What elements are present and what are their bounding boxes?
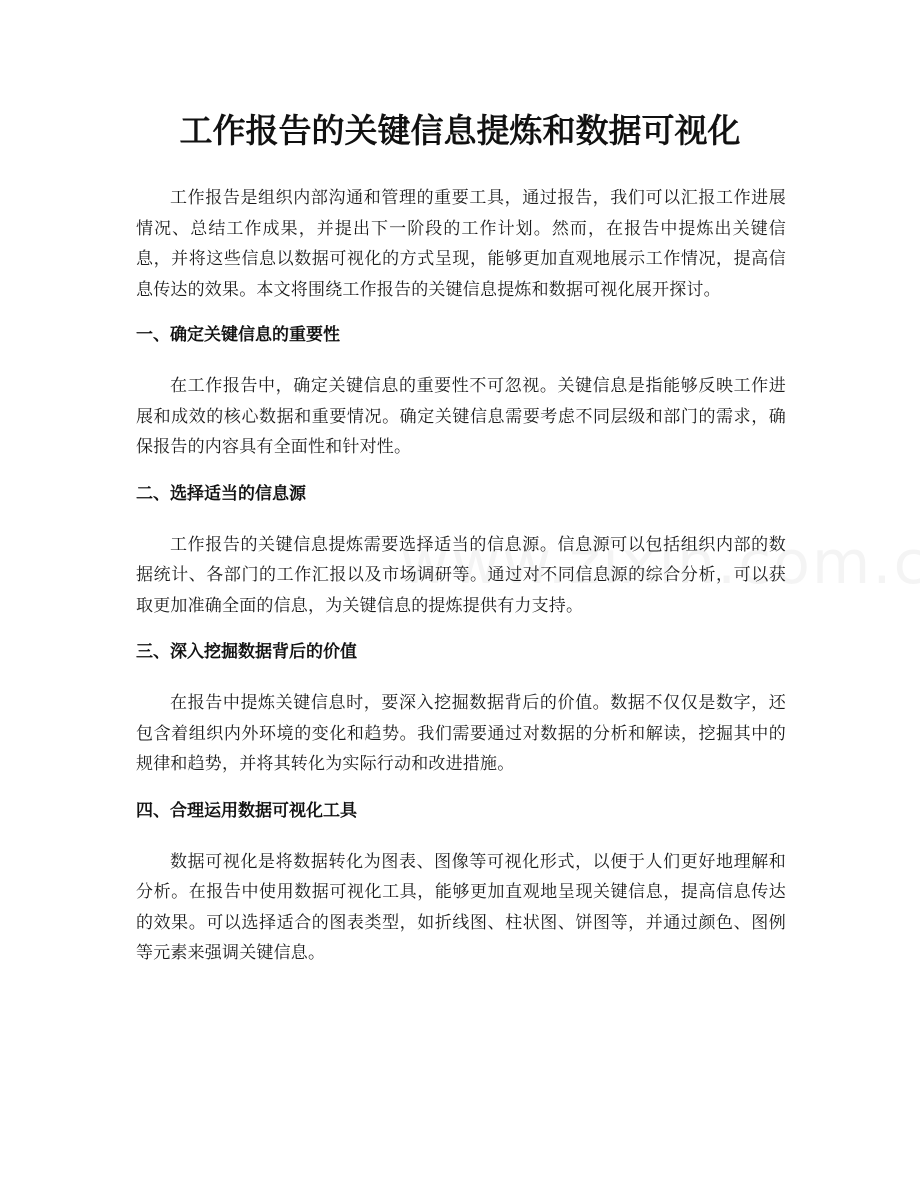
document-body [136,183,786,988]
section-heading-4: 四、合理运用数据可视化工具 [136,800,357,821]
section-paragraph-3: 在报告中提炼关键信息时，要深入挖掘数据背后的价值。数据不仅仅是数字，还包含着组织内外环境的变化和趋势。我们需要通过对数据的分析和解读，挖掘其中的规律和趋势，并将其转化为实际行动和改进措施。 [136,693,786,774]
intro-paragraph: 工作报告是组织内部沟通和管理的重要工具，通过报告，我们可以汇报工作进展情况、总结工作成果，并提出下一阶段的工作计划。然而，在报告中提炼出关键信息，并将这些信息以数据可视化的方式呈现，能够更加直观地展示工作情况，提高信息传达的效果。本文将围绕工作报告的关键信息提炼和数据可视化展开探讨。 [136,188,786,300]
document-title: 工作报告的关键信息提炼和数据可视化 [179,111,741,150]
section-paragraph-1: 在工作报告中，确定关键信息的重要性不可忽视。关键信息是指能够反映工作进展和成效的核心数据和重要情况。确定关键信息需要考虑不同层级和部门的需求，确保报告的内容具有全面性和针对性。 [136,376,786,457]
section-heading-1: 一、确定关键信息的重要性 [136,325,340,345]
section-paragraph-2: 工作报告的关键信息提炼需要选择适当的信息源。信息源可以包括组织内部的数据统计、各部门的工作汇报以及市场调研等。通过对不同信息源的综合分析，可以获取更加准确全面的信息，为关键信息的提炼提供有力支持。 [136,534,786,616]
section-heading-2: 二、选择适当的信息源 [136,483,306,504]
section-paragraph-4: 数据可视化是将数据转化为图表、图像等可视化形式，以便于人们更好地理解和分析。在报告中使用数据可视化工具，能够更加直观地呈现关键信息，提高信息传达的效果。可以选择适合的图表类型，如折线图、柱状图、饼图等，并通过颜色、图例等元素来强调关键信息。 [136,851,786,963]
section-heading-3: 三、深入挖掘数据背后的价值 [136,642,357,662]
